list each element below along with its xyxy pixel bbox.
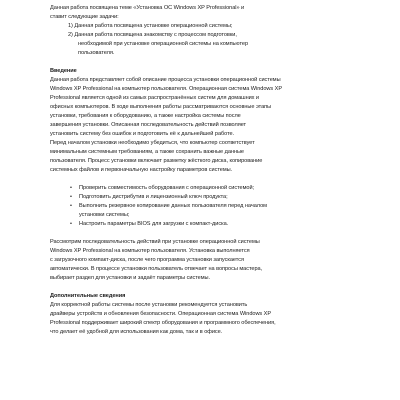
paragraph-line: автоматически. В процессе установки пользователь отвечает на вопросы мастера,	[50, 266, 263, 272]
paragraph-line: пользователя. Процесс установки включает разметку жёсткого диска, копирование	[50, 158, 263, 164]
task-1-number: 1)	[68, 23, 73, 29]
list-item-text: Подготовить дистрибутив и лицензионный ключ продукта;	[79, 194, 228, 200]
list-item-text: Проверить совместимость оборудования с операционной системой;	[79, 185, 255, 191]
paragraph-line: Рассмотрим последовательность действий при установке операционной системы	[50, 239, 260, 245]
paragraph-line: Windows XP Professional на компьютер пользователя. Установка выполняется	[50, 248, 250, 254]
paragraph-line: Перед началом установки необходимо убедиться, что компьютер соответствует	[50, 140, 255, 146]
task-2-line-3: пользователя.	[78, 50, 115, 56]
section-heading-additional: Дополнительные сведения	[50, 293, 126, 299]
list-item	[50, 193, 350, 202]
paragraph-line: Windows XP Professional на компьютер пользователя. Операционная система Windows XP	[50, 86, 283, 92]
task-1-line-1	[50, 22, 350, 31]
list-item-text: Выполнить резервное копирование данных пользователя перед началом	[79, 203, 267, 209]
paragraph-line: с загрузочного компакт-диска, после чего программа установки запускается	[50, 257, 244, 263]
bullet-marker: •	[70, 221, 72, 227]
paragraph-line: выбирает раздел для установки и задаёт параметры системы.	[50, 275, 210, 281]
paragraph-line: Данная работа представляет собой описание процесса установки операционной системы	[50, 77, 281, 83]
paragraph-line: Professional является одной из самых распространённых систем для домашних и	[50, 95, 260, 101]
bullet-marker: •	[70, 185, 72, 191]
bullet-marker: •	[70, 194, 72, 200]
paragraph-line: системных файлов и первоначальную настройку параметров системы.	[50, 167, 233, 173]
paragraph-line: установки, требования к оборудованию, а также настройка системы после	[50, 113, 241, 119]
intro-line-2: ставит следующие задачи:	[50, 14, 119, 20]
list-item	[50, 184, 350, 193]
paragraph-line: завершения установки. Описанная последовательность действий позволяет	[50, 122, 247, 128]
paragraph-line: Для корректной работы системы после установки рекомендуется установить	[50, 302, 248, 308]
task-2-number: 2)	[68, 32, 73, 38]
paragraph-line: что делает её удобной для использования как дома, так и в офисе.	[50, 329, 223, 335]
section-heading-introduction: Введение	[50, 68, 77, 74]
list-item	[50, 220, 350, 229]
task-2-text: Данная работа посвящена знакомству с процессом подготовки,	[74, 32, 237, 38]
intro-line-1: Данная работа посвящена теме «Установка ОС Windows XP Professional» и	[50, 5, 245, 11]
paragraph-line: Professional поддерживает широкий спектр оборудования и программного обеспечения,	[50, 320, 276, 326]
task-2-line-1	[50, 31, 350, 40]
bullet-marker	[70, 211, 73, 220]
task-1-text: Данная работа посвящена установке операционной системы;	[74, 23, 233, 29]
bullet-marker: •	[70, 203, 72, 209]
paragraph-line: офисных компьютеров. В ходе выполнения работы рассматриваются основные этапы	[50, 104, 272, 110]
paragraph-line: установить систему без ошибок и подготовить её к дальнейшей работе.	[50, 131, 235, 137]
list-item-continuation	[50, 211, 350, 220]
paragraph-line: минимальным системным требованиям, а также сохранить важные данные	[50, 149, 244, 155]
list-item-text: Настроить параметры BIOS для загрузки с компакт-диска.	[79, 221, 229, 227]
list-item-text: установки системы;	[79, 212, 130, 218]
list-item	[50, 202, 350, 211]
task-2-line-2: необходимой при установке операционной системы на компьютер	[78, 41, 249, 47]
paragraph-line: драйверы устройств и обновления безопасности. Операционная система Windows XP	[50, 311, 272, 317]
